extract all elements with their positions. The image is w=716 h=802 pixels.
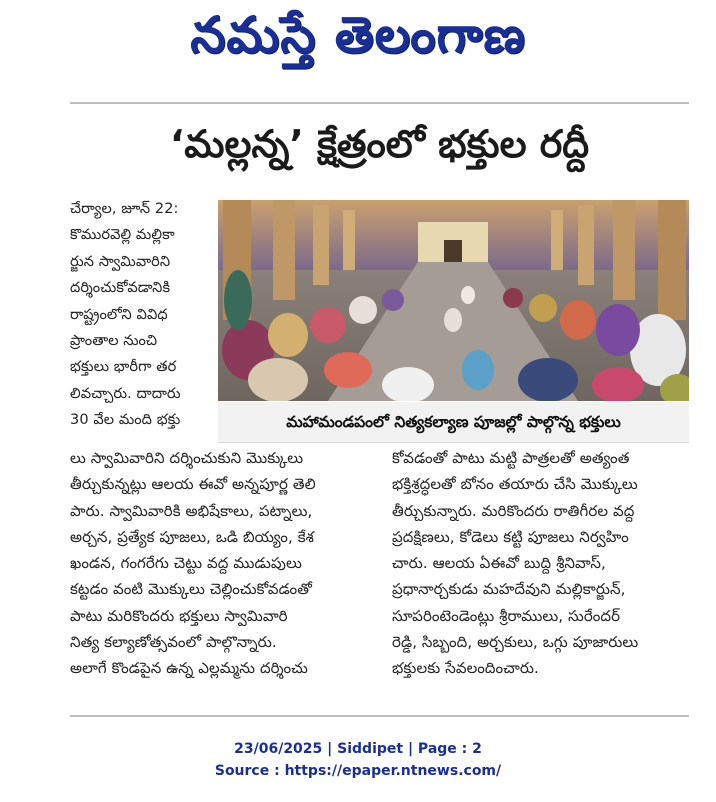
body-column-1 <box>70 445 370 682</box>
text-line: చేర్యాల, జూన్ 22: <box>70 201 179 217</box>
body-column-2 <box>392 445 689 682</box>
text-line: ప్రదక్షిణలు, కోడెలు కట్టి పూజలు నిర్వహిం <box>392 527 629 546</box>
text-line: చారు. ఆలయ ఏఈవో బుద్ది శ్రీనివాస్, <box>392 554 606 573</box>
text-line: లివచ్చారు. దాదారు <box>70 385 181 402</box>
text-line: పారు. స్వామివారికి అభిషేకాలు, పట్నాలు, <box>70 501 313 520</box>
text-line: ప్రాంతాల నుంచి <box>70 332 158 349</box>
text-line: ఖండన, గంగరేగు చెట్టు వద్ద ముడుపులు <box>70 554 302 573</box>
photo-caption: మహామండపంలో నిత్యకల్యాణ పూజల్లో పాల్గొన్న భక్తులు <box>218 402 689 443</box>
text-line: భక్తులు భారీగా తర <box>70 359 177 376</box>
masthead-logo: నమస్తే తెలంగాణ <box>190 6 526 64</box>
text-line: దర్శించుకోవడానికి <box>70 280 171 297</box>
text-line: 30 వేల మంది భక్తు <box>70 412 181 429</box>
text-line: సూపరింటెండెంట్లు శ్రీరాములు, సురేందర్ <box>392 606 621 625</box>
text-line: తీర్చుకున్నట్లు ఆలయ ఈవో అన్నపూర్ణ తెలి <box>70 475 316 494</box>
text-line: ర్జున స్వామివారిని <box>70 253 171 270</box>
article-headline: ‘మల్లన్న’ క్షేత్రంలో భక్తుల రద్దీ <box>169 122 590 166</box>
text-line: అలాగే కొండపైన ఉన్న ఎల్లమ్మను దర్శించు <box>70 659 308 678</box>
top-divider <box>70 102 689 104</box>
text-line: అర్చన, ప్రత్యేక పూజలు, ఒడి బియ్యం, కేశ <box>70 527 315 546</box>
text-line: భక్తులకు సేవలందించారు. <box>392 659 539 678</box>
left-column-text <box>70 196 210 434</box>
text-line: ప్రధానార్చకుడు మహదేవుని మల్లికార్జున్, <box>392 580 626 599</box>
source-link[interactable]: Source : https://epaper.ntnews.com/ <box>214 763 502 779</box>
text-line: నిత్య కల్యాణోత్సవంలో పాల్గొన్నారు. <box>70 633 277 652</box>
text-line: కొమురవెల్లి మల్లికా <box>70 227 175 244</box>
bottom-divider <box>70 715 689 717</box>
temple-devotees-photo <box>218 200 689 401</box>
text-line: లు స్వామివారిని దర్శించుకుని మొక్కులు <box>70 449 304 467</box>
text-line: కట్టడం వంటి మొక్కులు చెల్లించుకోవడంతో <box>70 580 313 599</box>
text-line: రెడ్డి, సిబ్బంది, అర్చకులు, ఒగ్గు పూజారులు <box>392 633 639 652</box>
text-line: భక్తిశ్రద్ధలతో బోనం తయారు చేసి మొక్కులు <box>392 475 638 494</box>
edition-info: 23/06/2025 | Siddipet | Page : 2 <box>234 741 482 757</box>
text-line: కోవడంతో పాటు మట్టి పాత్రలతో అత్యంత <box>392 449 630 467</box>
text-line: తీర్చుకున్నారు. మరికొందరు రాతిగీరల వద్ద <box>392 501 635 520</box>
text-line: పాటు మరికొందరు భక్తులు స్వామివారి <box>70 606 288 625</box>
text-line: రాష్ట్రంలోని వివిధ <box>70 306 168 323</box>
